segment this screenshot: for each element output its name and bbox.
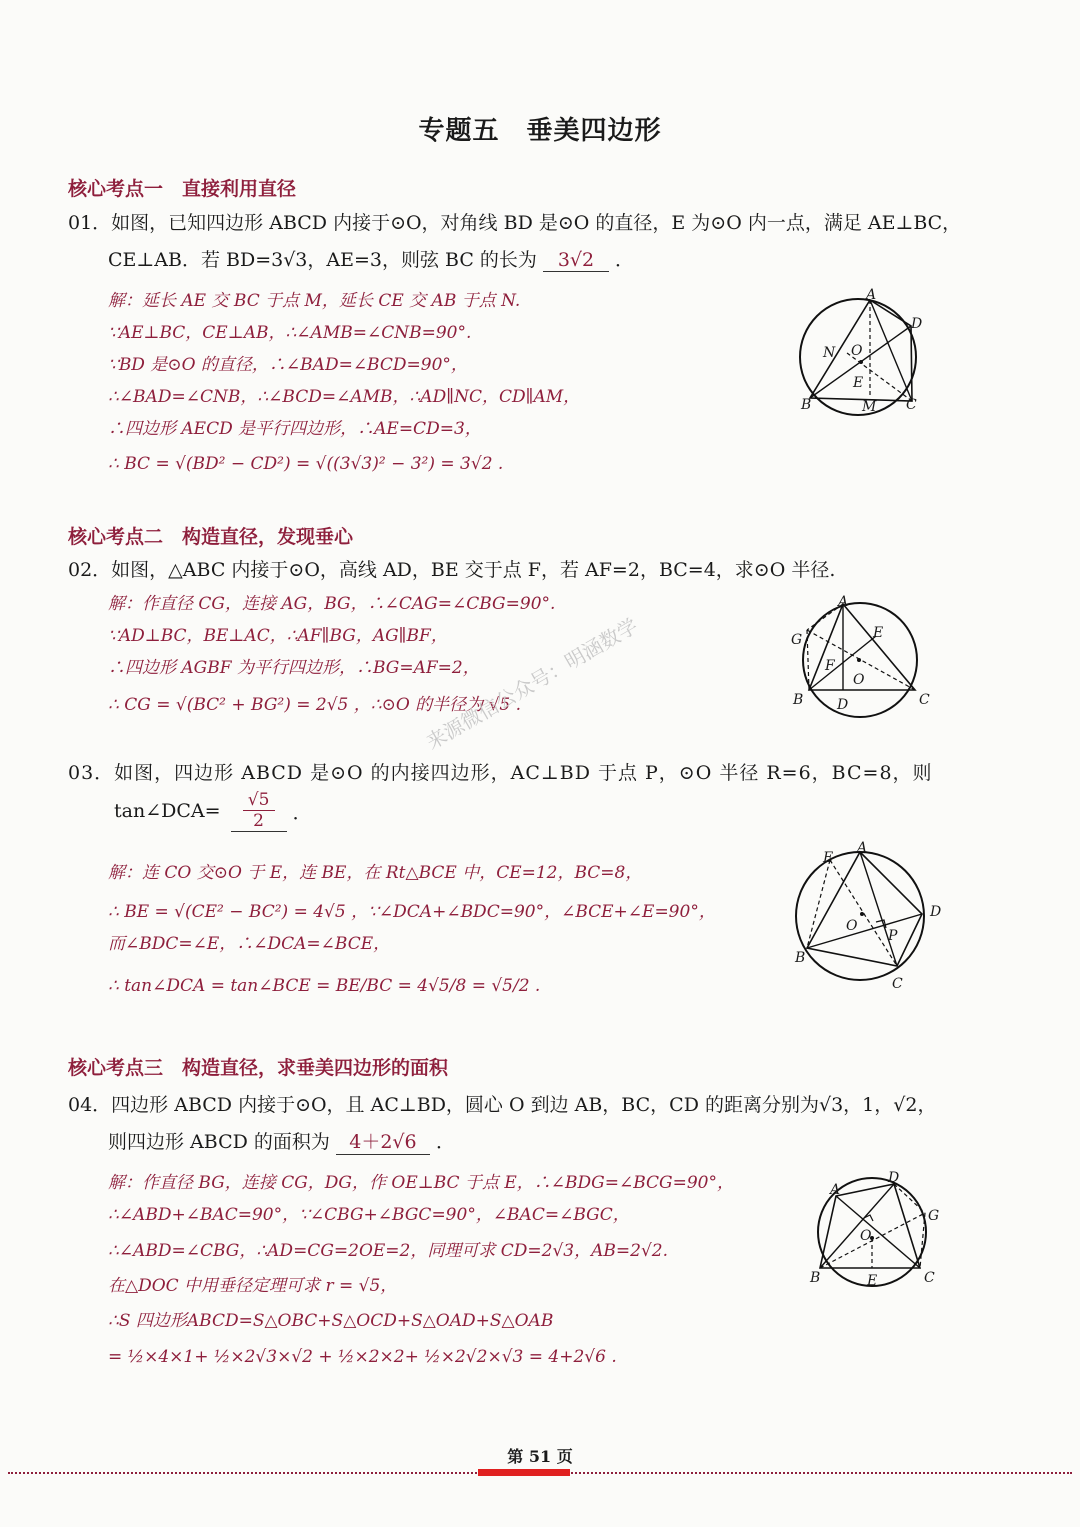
q1-end: ． xyxy=(615,249,635,271)
q2-sol-3: ∴四边形 AGBF 为平行四边形，∴BG=AF=2， xyxy=(108,658,480,678)
q3-label-o: O xyxy=(846,918,858,934)
q2-label-d: D xyxy=(837,697,849,713)
q3-answer-num: √5 xyxy=(243,790,275,811)
q4-line1: 04．四边形 ABCD 内接于⊙O，且 AC⊥BD，圆心 O 到边 AB，BC，CD 的距离分别为√3，1，√2， xyxy=(68,1094,937,1116)
q1-sol-1: 解：延长 AE 交 BC 于点 M，延长 CE 交 AB 于点 N. xyxy=(108,291,521,311)
q4-line2-text: 则四边形 ABCD 的面积为 xyxy=(108,1131,330,1153)
section-heading-1: 核心考点一 直接利用直径 xyxy=(68,178,297,200)
q3-label-p: P xyxy=(888,928,898,944)
q1-label-m: M xyxy=(862,399,877,415)
q1-label-o: O xyxy=(851,343,863,359)
q1-answer: 3√2 xyxy=(543,249,609,272)
q3-line1: 03．如图，四边形 ABCD 是⊙O 的内接四边形，AC⊥BD 于点 P，⊙O 半径 R=6，BC=8，则 xyxy=(68,762,933,784)
q1-sol-6: ∴ BC = √(BD² − CD²) = √((3√3)² − 3²) = 3√2 . xyxy=(108,454,504,474)
q2-label-g: G xyxy=(791,632,803,648)
q1-label-a: A xyxy=(866,287,877,303)
q3-prefix: tan∠DCA= xyxy=(114,800,221,822)
q4-sol-4: 在△DOC 中用垂径定理可求 r = √5， xyxy=(108,1276,398,1296)
watermark: 来源微信公众号：明涵数学 xyxy=(422,613,642,755)
q1-label-e: E xyxy=(853,375,864,391)
q3-sol-2: ∴ BE = √(CE² − BC²) = 4√5 ，∵∠DCA+∠BDC=90°，∠BCE+∠E=90°， xyxy=(108,902,716,922)
q4-label-e: E xyxy=(867,1273,878,1289)
q4-sol-6: = ½×4×1+ ½×2√3×√2 + ½×2×2+ ½×2√2×√3 = 4+2√6 . xyxy=(108,1347,617,1367)
q4-sol-3: ∴∠ABD=∠CBG，∴AD=CG=2OE=2，同理可求 CD=2√3，AB=2√2. xyxy=(108,1241,668,1261)
q1-sol-5: ∴四边形 AECD 是平行四边形，∴AE=CD=3， xyxy=(108,419,482,439)
q3-label-b: B xyxy=(795,950,806,966)
q1-label-b: B xyxy=(801,397,812,413)
q4-sol-1: 解：作直径 BG，连接 CG，DG，作 OE⊥BC 于点 E，∴∠BDG=∠BCG=90°， xyxy=(108,1173,734,1193)
q3-answer-den: 2 xyxy=(253,811,264,831)
q2-sol-1: 解：作直径 CG，连接 AG，BG，∴∠CAG=∠CBG=90°. xyxy=(108,594,556,614)
q3-label-e: E xyxy=(823,850,834,866)
q4-sol-5: ∴S 四边形ABCD=S△OBC+S△OCD+S△OAD+S△OAB xyxy=(108,1311,554,1331)
q1-label-n: N xyxy=(823,345,836,361)
q1-line2 xyxy=(108,245,634,272)
q2-label-a: A xyxy=(838,594,849,610)
q3-answer xyxy=(231,790,287,832)
q3-label-d: D xyxy=(930,904,942,920)
q4-line2 xyxy=(108,1127,455,1155)
q1-sol-3: ∵BD 是⊙O 的直径，∴∠BAD=∠BCD=90°， xyxy=(108,355,468,375)
q4-label-g: G xyxy=(928,1208,940,1224)
q2-label-c: C xyxy=(919,692,930,708)
q1-line2-text: CE⊥AB．若 BD=3√3，AE=3，则弦 BC 的长为 xyxy=(108,249,537,271)
q3-line2 xyxy=(114,790,312,832)
q3-sol-3: 而∠BDC=∠E，∴∠DCA=∠BCE， xyxy=(108,934,391,954)
q2-label-e: E xyxy=(873,625,884,641)
q3-figure xyxy=(790,838,950,998)
q2-label-o: O xyxy=(853,672,865,688)
q4-label-b: B xyxy=(810,1270,821,1286)
q2-sol-2: ∵AD⊥BC，BE⊥AC，∴AF∥BG，AG∥BF， xyxy=(108,626,448,646)
q4-label-o: O xyxy=(860,1228,872,1244)
q1-label-d: D xyxy=(911,316,923,332)
q4-figure xyxy=(800,1168,950,1298)
q2-line1: 02．如图，△ABC 内接于⊙O，高线 AD，BE 交于点 F，若 AF=2，BC=4，求⊙O 半径. xyxy=(68,559,836,581)
q4-label-a: A xyxy=(830,1182,841,1198)
page-title: 专题五 垂美四边形 xyxy=(418,116,662,146)
footer-accent-bar xyxy=(478,1469,570,1476)
q1-figure xyxy=(795,285,935,420)
q1-sol-4: ∴∠BAD=∠CNB，∴∠BCD=∠AMB，∴AD∥NC，CD∥AM， xyxy=(108,387,581,407)
q3-sol-1: 解：连 CO 交⊙O 于 E，连 BE，在 Rt△BCE 中，CE=12，BC=8， xyxy=(108,863,643,883)
q2-label-f: F xyxy=(825,658,835,674)
q4-label-c: C xyxy=(924,1270,935,1286)
page-number: 第 51 页 xyxy=(507,1447,573,1466)
q2-sol-4: ∴ CG = √(BC² + BG²) = 2√5 ，∴⊙O 的半径为 √5 . xyxy=(108,695,522,715)
q3-sol-4: ∴ tan∠DCA = tan∠BCE = BE/BC = 4√5/8 = √5/2 . xyxy=(108,976,541,996)
q2-figure xyxy=(785,592,935,722)
q4-end: ． xyxy=(435,1131,455,1153)
q3-label-a: A xyxy=(857,840,868,856)
q4-label-d: D xyxy=(888,1170,900,1186)
q4-answer: 4＋2√6 xyxy=(336,1127,430,1155)
section-heading-2: 核心考点二 构造直径，发现垂心 xyxy=(68,526,354,548)
q1-sol-2: ∵AE⊥BC，CE⊥AB，∴∠AMB=∠CNB=90°. xyxy=(108,323,472,343)
section-heading-3: 核心考点三 构造直径，求垂美四边形的面积 xyxy=(68,1057,449,1079)
q1-label-c: C xyxy=(906,397,917,413)
q3-end: ． xyxy=(292,801,312,824)
q2-label-b: B xyxy=(793,692,804,708)
q1-line1: 01．如图，已知四边形 ABCD 内接于⊙O，对角线 BD 是⊙O 的直径，E 为⊙O 内一点，满足 AE⊥BC， xyxy=(68,212,962,234)
q3-label-c: C xyxy=(892,976,903,992)
q4-sol-2: ∴∠ABD+∠BAC=90°，∵∠CBG+∠BGC=90°，∠BAC=∠BGC， xyxy=(108,1205,630,1225)
